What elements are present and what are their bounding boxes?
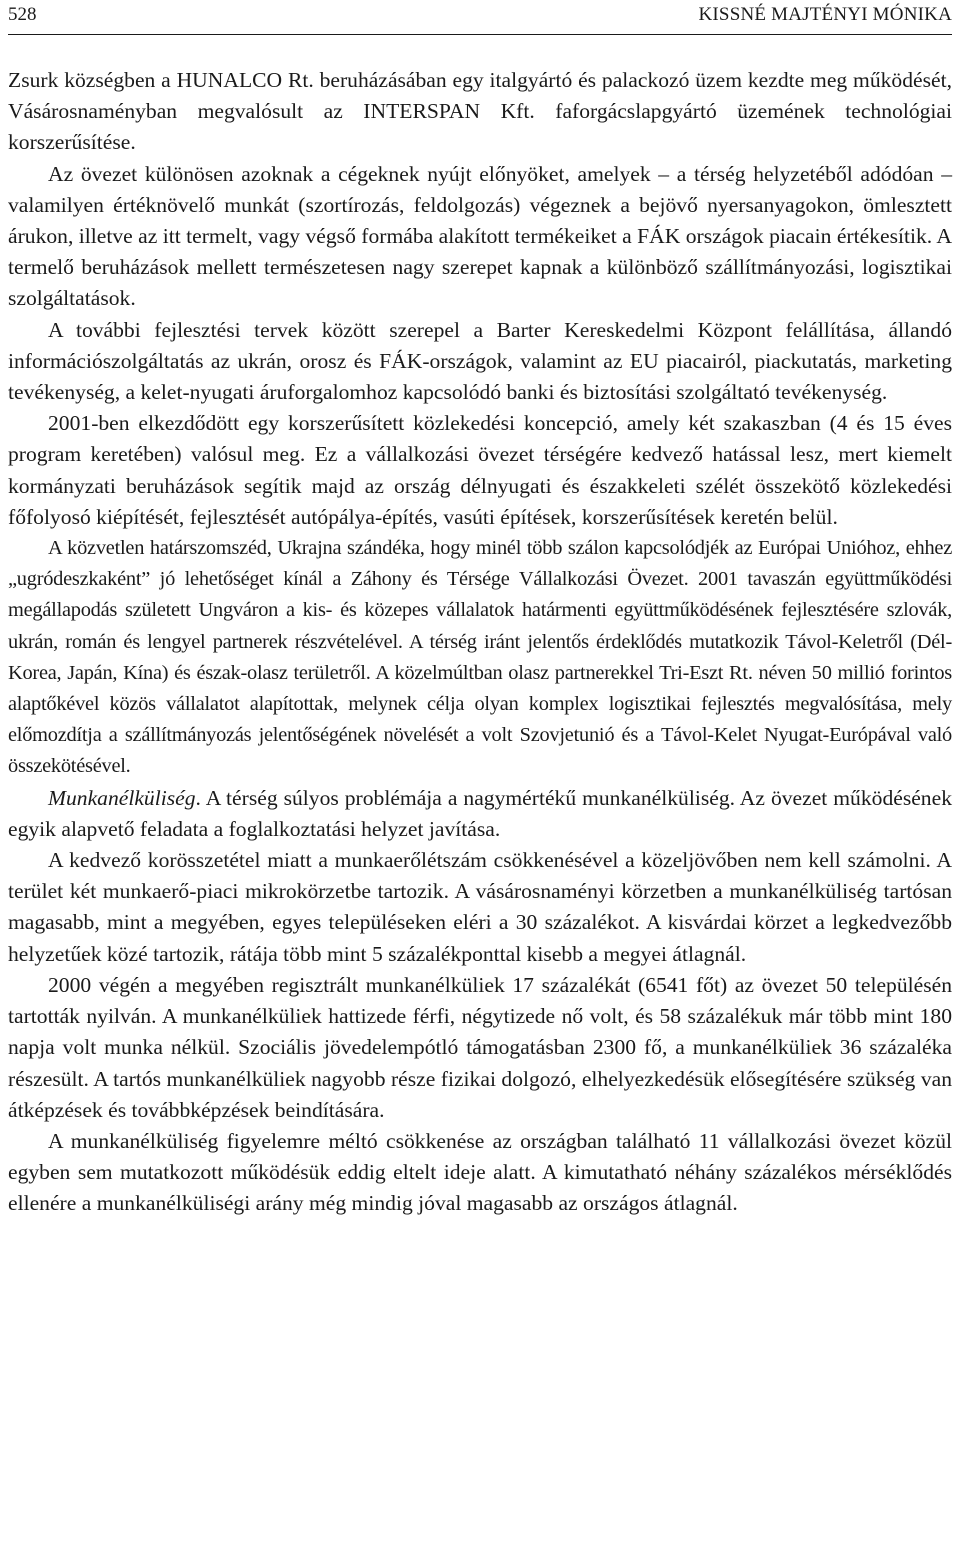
paragraph-1: Zsurk községben a HUNALCO Rt. beruházásában egy italgyártó és palackozó üzem kezdte meg működését, Vásárosnaményban megvalósult az INTERSPAN Kft. faforgácslapgyártó üzemének technológiai korszerűsítése.	[8, 68, 952, 155]
running-header	[8, 0, 952, 35]
paragraph-5: A közvetlen határszomszéd, Ukrajna szándéka, hogy minél több szálon kapcsolódjék az Európai Unióhoz, ehhez „ugródeszkaként” jó lehetőséget kínál a Záhony és Térsége Vállalkozási Övezet. 2001 tavaszán együttműködési megállapodás született Ungváron a kis- és közepes vállalatok határmenti együttműködésének fejlesztésére szlovák, ukrán, román és lengyel partnerek részvételével. A térség iránt jelentős érdeklődés mutatkozik Távol-Keletről (Dél-Korea, Japán, Kína) és észak-olasz területről. A közelmúltban olasz partnerekkel Tri-Eszt Rt. néven 50 millió forintos alaptőkével közös vállalatot alapítottak, melynek célja olyan komplex logisztikai fejlesztés megvalósítása, mely előmozdítja a szállítmányozás jelentőségének növelését a volt Szovjetunió és a Távol-Kelet Nyugat-Európával való összekötésével.	[8, 537, 952, 778]
section-heading: Munkanélküliség	[48, 785, 196, 810]
unemployment-section-intro	[8, 783, 952, 845]
paragraph-3: A további fejlesztési tervek között szerepel a Barter Kereskedelmi Központ felállítása, állandó információszolgáltatás az ukrán, orosz és FÁK-országok, valamint az EU piacairól, piackutatás, marketing tevékenység, a kelet-nyugati áruforgalomhoz kapcsolódó banki és biztosítási szolgáltató tevékenység.	[8, 317, 952, 405]
section-intro-text: . A térség súlyos problémája a nagymértékű munkanélküliség. Az övezet működésének egyik alapvető feladata a foglalkoztatási helyzet javítása.	[8, 785, 952, 841]
page-number: 528	[8, 4, 37, 25]
document-page	[8, 0, 952, 1220]
paragraph-2: Az övezet különösen azoknak a cégeknek nyújt előnyöket, amelyek – a térség helyzetéből adódóan – valamilyen értéknövelő munkát (szortírozás, feldolgozás) végeznek a bejövő nyersanyagokon, ömlesztett árukon, illetve az itt termelt, vagy végső formába alakított termékeiket a FÁK országok piacain értékesítik. A termelő beruházások mellett természetesen nagy szerepet kapnak a különböző szállítmányozási, logisztikai szolgáltatások.	[8, 161, 952, 311]
paragraph-7: A kedvező korösszetétel miatt a munkaerőlétszám csökkenésével a közeljövőben nem kell számolni. A terület két munkaerő-piaci mikrokörzetbe tartozik. A vásárosnaményi körzetben a munkanélküliség tartósan magasabb, mint a megyében, egyes településeken eléri a 30 százalékot. A kisvárdai körzet a legkedvezőbb helyzetűek közé tartozik, rátája több mint 5 százalékponttal kisebb a megyei átlagnál.	[8, 848, 952, 966]
author-name: KISSNÉ MAJTÉNYI MÓNIKA	[698, 4, 952, 25]
paragraph-4: 2001-ben elkezdődött egy korszerűsített közlekedési koncepció, amely két szakaszban (4 és 15 éves program keretében) valósul meg. Ez a vállalkozási övezet térségére kedvező hatással lesz, mert kiemelt kormányzati beruházások segítik majd az ország délnyugati és északkeleti szélét összekötő közlekedési főfolyosó kiépítését, fejlesztését autópálya-építés, vasúti építések, korszerűsítések keretén belül.	[8, 411, 952, 529]
paragraph-8: 2000 végén a megyében regisztrált munkanélküliek 17 százalékát (6541 főt) az övezet 50 településén tartották nyilván. A munkanélküliek hattizede férfi, négytizede nő volt, és 58 százalékuk már több mint 180 napja volt munka nélkül. Szociális jövedelempótló támogatásban 2300 fő, a munkanélküliek 36 százaléka részesült. A tartós munkanélküliek nagyobb része fizikai dolgozó, elhelyezkedésük elősegítésére szükség van átképzések és továbbképzések beindítására.	[8, 972, 952, 1122]
body-text	[8, 65, 952, 1220]
paragraph-9: A munkanélküliség figyelemre méltó csökkenése az országban található 11 vállalkozási övezet közül egyben sem mutatkozott működésük eddig eltelt ideje alatt. A kimutatható néhány százalékos mérséklődés ellenére a munkanélküliségi arány még mindig jóval magasabb az országos átlagnál.	[8, 1128, 952, 1216]
